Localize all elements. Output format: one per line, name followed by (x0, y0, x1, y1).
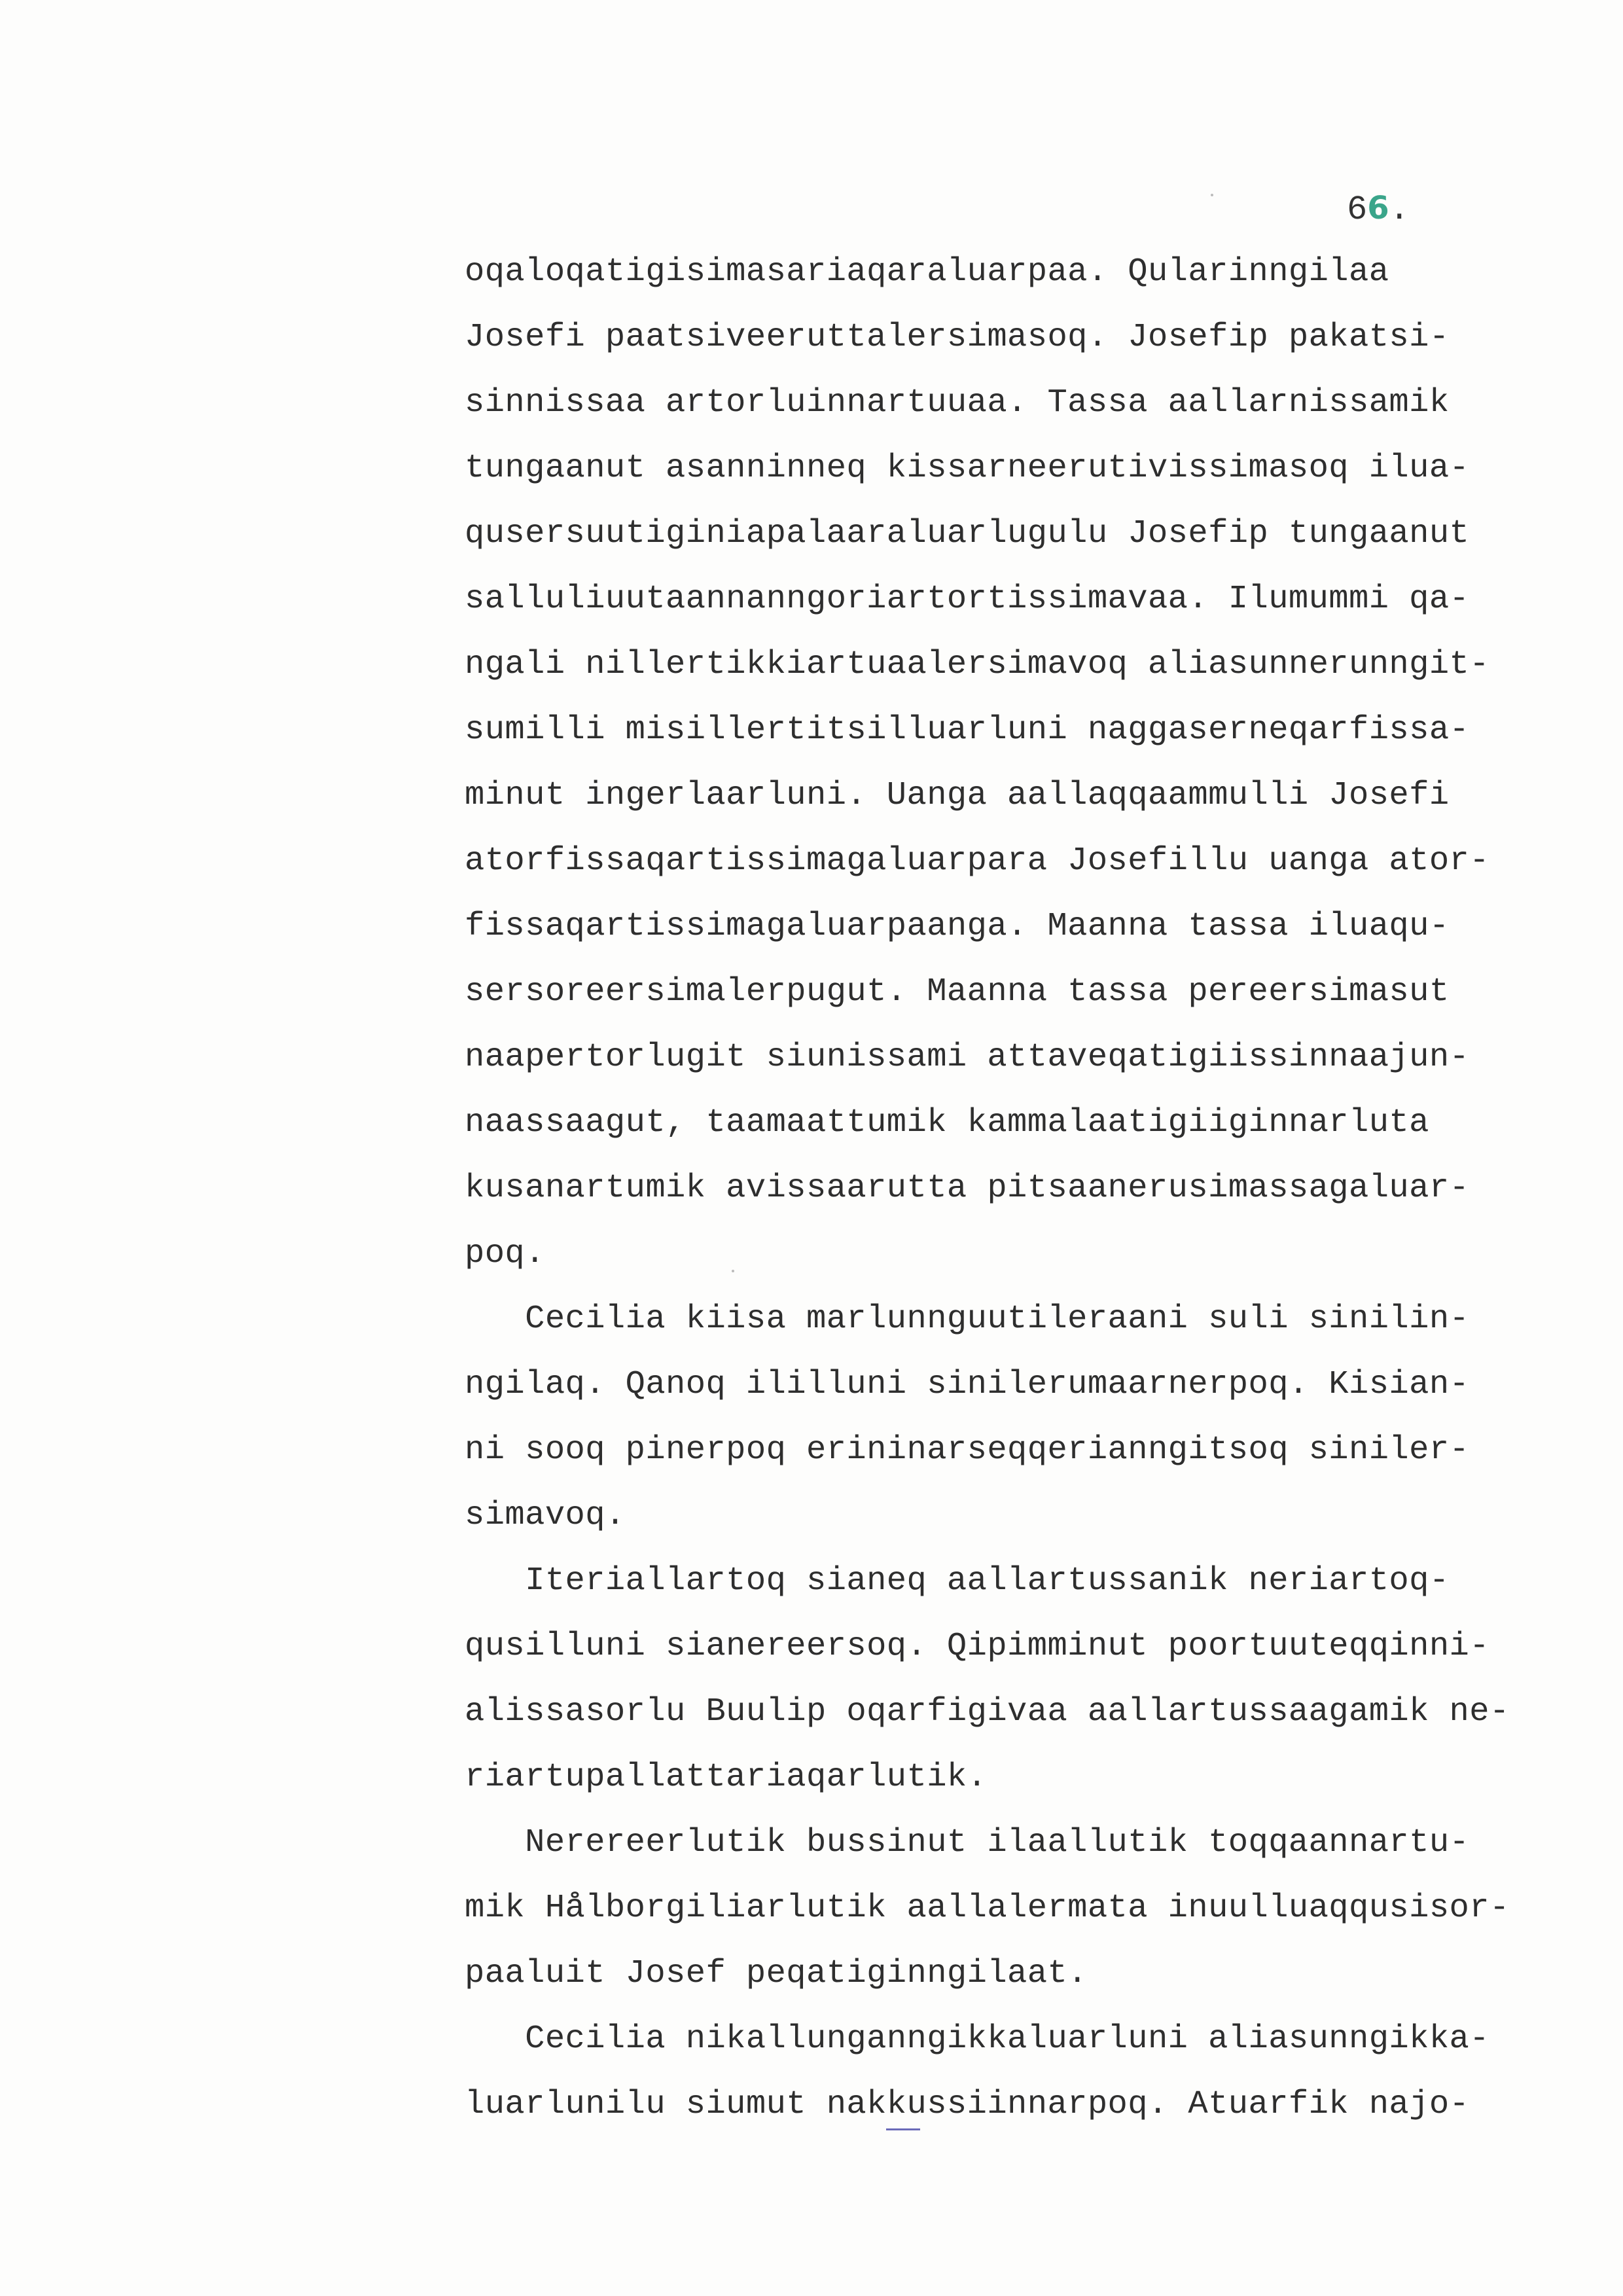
text-line: Cecilia kiisa marlunnguutileraani suli sinilin- (465, 1300, 1470, 1338)
text-line: riartupallattariaqarlutik. (465, 1759, 988, 1796)
text-line: simavoq. (465, 1497, 626, 1534)
page-number-typed: 6 (1347, 190, 1368, 229)
handwritten-underline-mark (886, 2128, 920, 2130)
text-line: qusilluni sianereersoq. Qipimminut poortuuteqqinni- (465, 1628, 1489, 1665)
text-line: tungaanut asanninneq kissarneerutivissimasoq ilua- (465, 450, 1470, 487)
text-line: Josefi paatsiveeruttalersimasoq. Josefip pakatsi- (465, 319, 1450, 356)
text-line: sumilli misillertitsilluarluni naggaserneqarfissa- (465, 711, 1470, 749)
text-line: paaluit Josef peqatiginngilaat. (465, 1955, 1088, 1992)
text-line: Nerereerlutik bussinut ilaallutik toqqaannartu- (465, 1824, 1470, 1861)
text-line: minut ingerlaarluni. Uanga aallaqqaammulli Josefi (465, 777, 1450, 814)
page-number-suffix: . (1389, 190, 1410, 229)
text-line: naapertorlugit siunissami attaveqatigiissinnaajun- (465, 1039, 1470, 1076)
text-line: kusanartumik avissaarutta pitsaanerusimassagaluar- (465, 1170, 1470, 1207)
text-line: fissaqartissimagaluarpaanga. Maanna tassa iluaqu- (465, 908, 1450, 945)
text-line: qusersuutiginiapalaaraluarlugulu Josefip tungaanut (465, 515, 1470, 552)
text-line: ngilaq. Qanoq ililluni sinilerumaarnerpoq. Kisian- (465, 1366, 1470, 1403)
text-line: mik Hålborgiliarlutik aallalermata inuulluaqqusisor- (465, 1890, 1510, 1927)
text-line: poq. (465, 1235, 545, 1272)
text-line: oqaloqatigisimasariaqaraluarpaa. Qularinngilaa (465, 253, 1389, 291)
page-number-handwritten: 6 (1367, 190, 1389, 226)
text-line: sinnissaa artorluinnartuuaa. Tassa aallarnissamik (465, 384, 1450, 422)
text-line: Iteriallartoq sianeq aallartussanik neriartoq- (465, 1562, 1450, 1600)
text-line: salluliuutaannanngoriartortissimavaa. Ilumummi qa- (465, 581, 1470, 618)
paper-speck (1211, 194, 1213, 196)
text-line: ni sooq pinerpoq erininarseqqerianngitsoq siniler- (465, 1431, 1470, 1469)
text-line: atorfissaqartissimagaluarpara Josefillu uanga ator- (465, 842, 1489, 880)
text-line: naassaagut, taamaattumik kammalaatigiiginnarluta (465, 1104, 1429, 1141)
paper-speck (732, 1270, 734, 1272)
text-line: Cecilia nikallunganngikkaluarluni aliasunngikka- (465, 2020, 1489, 2058)
text-line: ngali nillertikkiartuaalersimavoq aliasunnerunngit- (465, 646, 1489, 683)
text-line: sersoreersimalerpugut. Maanna tassa pereersimasut (465, 973, 1450, 1011)
text-line: luarlunilu siumut nakkussiinnarpoq. Atuarfik najo- (465, 2086, 1470, 2123)
text-line: alissasorlu Buulip oqarfigivaa aallartussaagamik ne- (465, 1693, 1510, 1731)
